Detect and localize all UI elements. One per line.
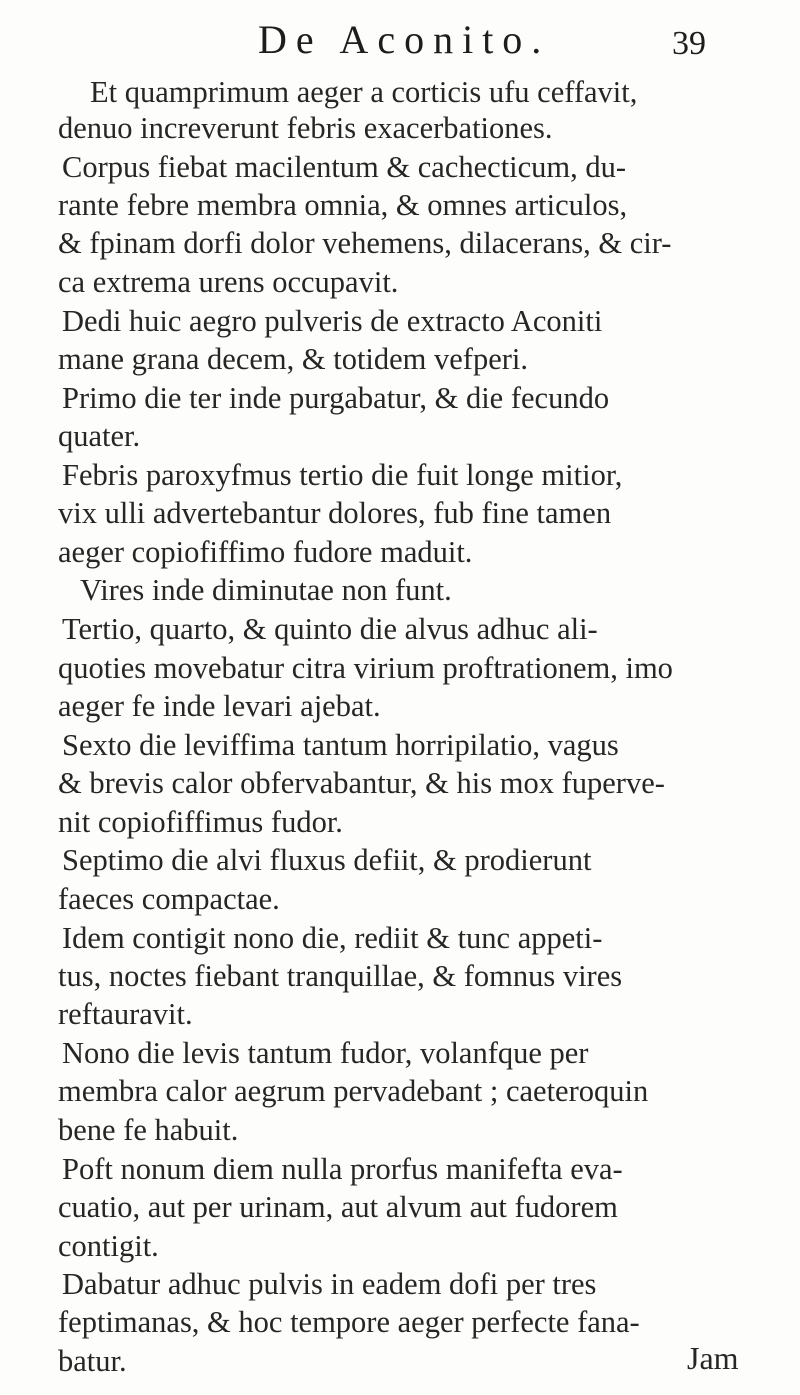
text-line: cuatio, aut per urinam, aut alvum aut fudorem — [58, 1190, 618, 1224]
text-line: quater. — [58, 419, 141, 453]
text-line: Febris paroxyfmus tertio die fuit longe mitior, — [62, 458, 623, 492]
text-line: quoties movebatur citra virium proftrationem, imo — [58, 651, 673, 685]
page-number: 39 — [672, 25, 706, 62]
text-line: vix ulli advertebantur dolores, fub fine tamen — [58, 496, 612, 530]
text-line: batur. — [58, 1344, 127, 1378]
text-line: Primo die ter inde purgabatur, & die fecundo — [62, 381, 610, 415]
text-line: mane grana decem, & totidem vefperi. — [58, 342, 529, 376]
text-line: Vires inde diminutae non funt. — [80, 573, 452, 607]
text-line: & brevis calor obfervabantur, & his mox fuperve- — [58, 766, 665, 800]
text-line: nit copiofiffimus fudor. — [58, 805, 343, 839]
text-line: Dedi huic aegro pulveris de extracto Aconiti — [62, 304, 603, 338]
text-line: ca extrema urens occupavit. — [58, 265, 399, 299]
text-line: Tertio, quarto, & quinto die alvus adhuc ali- — [62, 612, 598, 646]
text-line: Et quamprimum aeger a corticis ufu ceffavit, — [90, 75, 638, 109]
text-line: Nono die levis tantum fudor, volanfque per — [62, 1036, 589, 1070]
text-line: denuo increverunt febris exacerbationes. — [58, 111, 553, 145]
text-line: bene fe habuit. — [58, 1113, 239, 1147]
text-line: faeces compactae. — [58, 882, 280, 916]
text-line: reftauravit. — [58, 997, 193, 1031]
text-line: aeger copiofiffimo fudore maduit. — [58, 535, 473, 569]
page-header — [0, 14, 800, 66]
text-line: rante febre membra omnia, & omnes articulos, — [58, 188, 628, 222]
running-title: De Aconito. — [258, 17, 551, 62]
text-line: Sexto die leviffima tantum horripilatio, vagus — [62, 728, 619, 762]
text-line: contigit. — [58, 1229, 159, 1263]
text-line: Poft nonum diem nulla prorfus manifefta eva- — [62, 1152, 623, 1186]
text-line: Corpus fiebat macilentum & cachecticum, du- — [62, 150, 627, 184]
text-line: Septimo die alvi fluxus defiit, & prodierunt — [62, 843, 592, 877]
text-line: membra calor aegrum pervadebant ; caeteroquin — [58, 1074, 649, 1108]
text-line: tus, noctes fiebant tranquillae, & fomnus vires — [58, 959, 623, 993]
text-line: aeger fe inde levari ajebat. — [58, 689, 381, 723]
text-line: & fpinam dorfi dolor vehemens, dilacerans, & cir- — [58, 226, 672, 260]
text-line: Idem contigit nono die, rediit & tunc appeti- — [62, 921, 603, 955]
text-line: Dabatur adhuc pulvis in eadem dofi per tres — [62, 1267, 597, 1301]
text-line: feptimanas, & hoc tempore aeger perfecte fana- — [58, 1305, 640, 1339]
catchword: Jam — [687, 1340, 739, 1376]
